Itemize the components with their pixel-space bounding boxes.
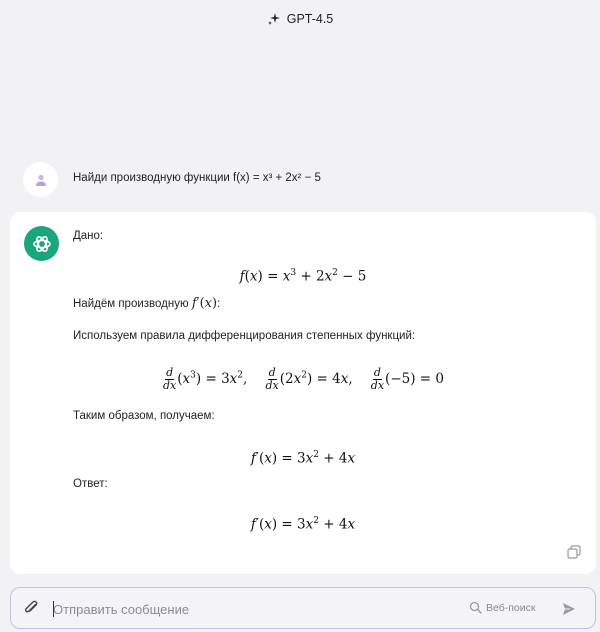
message-input[interactable]	[53, 596, 453, 622]
rules-text: Используем правила дифференцирования степенных функций:	[73, 330, 416, 342]
equation-result: $f'(x) = 3x^2 + 4x$	[250, 450, 356, 467]
web-search-toggle[interactable]	[469, 601, 535, 614]
attach-button[interactable]	[23, 599, 41, 617]
user-icon	[34, 173, 48, 187]
text-caret	[53, 601, 54, 617]
equation-given: $f(x) = x^3 + 2x^2 - 5$	[239, 268, 367, 285]
copy-icon	[566, 544, 582, 560]
find-label: Найдём производную	[73, 298, 189, 310]
copy-button[interactable]	[566, 544, 582, 560]
given-label: Дано:	[73, 230, 104, 242]
find-derivative-line: Найдём производную f′(x):	[73, 296, 221, 311]
model-name: GPT-4.5	[286, 12, 334, 26]
therefore-label: Таким образом, получаем:	[73, 410, 215, 422]
user-message	[0, 160, 600, 200]
answer-label: Ответ:	[73, 478, 108, 490]
sparkle-icon	[267, 12, 281, 26]
web-search-label: Веб-поиск	[486, 601, 536, 614]
assistant-avatar	[24, 226, 59, 261]
user-message-text: Найди производную функции f(x) = x³ + 2x² − 5	[73, 172, 321, 184]
user-avatar	[23, 162, 58, 197]
message-composer	[10, 587, 596, 629]
model-selector[interactable]	[0, 12, 600, 26]
send-button[interactable]	[561, 601, 577, 617]
search-icon	[469, 601, 482, 614]
assistant-message	[10, 212, 596, 574]
find-math: f′(x)	[191, 296, 218, 311]
equation-answer: $f'(x) = 3x^2 + 4x$	[250, 516, 356, 533]
openai-logo-icon	[31, 233, 53, 255]
paperclip-icon	[23, 599, 41, 617]
equation-rules: $\frac{d}{dx}$ $(x^3) = 3x^2$, $\frac{d}{dx}$ $(2x^2) = 4x$, $\frac{d}{dx}$ (−5) = 0	[163, 366, 444, 392]
send-icon	[561, 601, 577, 617]
